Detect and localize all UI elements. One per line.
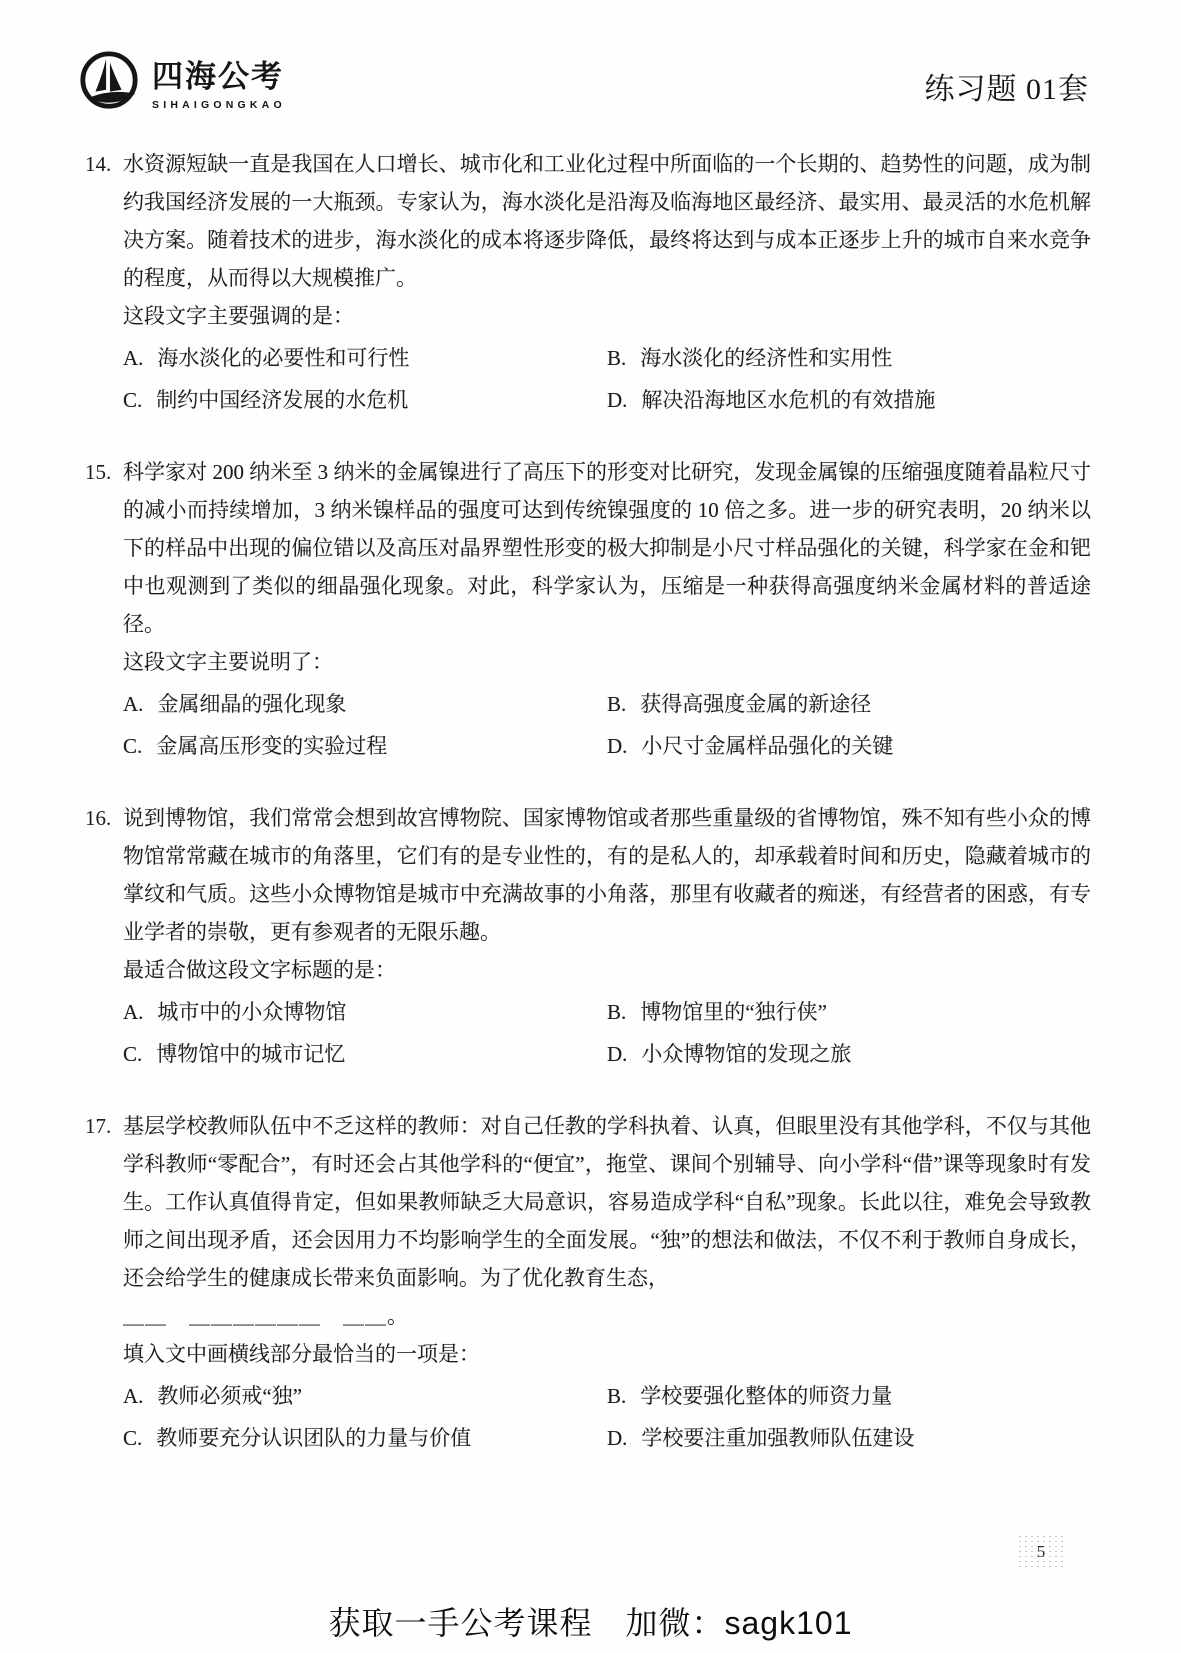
option-text: 小众博物馆的发现之旅	[641, 1042, 852, 1066]
option-item-b	[607, 683, 1091, 725]
option-label: B.	[607, 346, 627, 370]
footer-promo-text: 获取一手公考课程 加微：sagk101	[328, 1605, 853, 1641]
option-item-b	[607, 991, 1091, 1033]
option-item-a	[123, 1375, 607, 1417]
question-number: 15.	[85, 460, 112, 484]
option-label: B.	[607, 1000, 627, 1024]
option-text: 金属细晶的强化现象	[157, 692, 347, 716]
option-text: 解决沿海地区水危机的有效措施	[641, 388, 936, 412]
option-label: A.	[123, 1000, 144, 1024]
option-label: D.	[607, 1042, 628, 1066]
brand-text	[152, 51, 286, 111]
question-passage: 水资源短缺一直是我国在人口增长、城市化和工业化过程中所面临的一个长期的、趋势性的问题，成为制约我国经济发展的一大瓶颈。专家认为，海水淡化是沿海及临海地区最经济、最实用、最灵活的水危机解决方案。随着技术的进步，海水淡化的成本将逐步降低，最终将达到与成本正逐步上升的城市自来水竞争的程度，从而得以大规模推广。	[123, 152, 1091, 290]
question-17	[85, 1107, 1091, 1459]
question-number: 17.	[85, 1114, 112, 1138]
option-label: C.	[123, 388, 143, 412]
option-item-d	[607, 379, 1091, 421]
options-grid	[123, 337, 1091, 421]
option-item-a	[123, 683, 607, 725]
option-label: D.	[607, 1426, 628, 1450]
option-label: A.	[123, 1384, 144, 1408]
question-14	[85, 145, 1091, 421]
option-text: 小尺寸金属样品强化的关键	[641, 734, 894, 758]
option-label: C.	[123, 734, 143, 758]
option-item-c	[123, 1033, 607, 1075]
option-item-d	[607, 1417, 1091, 1459]
practice-set-label: 练习题 01套	[924, 73, 1089, 106]
brand-name: 四海公考	[152, 59, 284, 94]
question-16	[85, 799, 1091, 1075]
option-text: 获得高强度金属的新途径	[640, 692, 872, 716]
option-item-c	[123, 725, 607, 767]
options-grid	[123, 991, 1091, 1075]
brand-subtitle: SIHAIGONGKAO	[152, 99, 286, 111]
question-number: 16.	[85, 806, 112, 830]
question-15	[85, 453, 1091, 767]
fill-in-blank-line: ＿＿ ＿＿＿＿＿＿ ＿＿。	[123, 1304, 409, 1328]
option-label: B.	[607, 1384, 627, 1408]
option-label: B.	[607, 692, 627, 716]
question-passage: 基层学校教师队伍中不乏这样的教师：对自己任教的学科执着、认真，但眼里没有其他学科，不仅与其他学科教师“零配合”，有时还会占其他学科的“便宜”，拖堂、课间个别辅导、向小学科“借”课等现象时有发生。工作认真值得肯定，但如果教师缺乏大局意识，容易造成学科“自私”现象。长此以往，难免会导致教师之间出现矛盾，还会因用力不均影响学生的全面发展。“独”的想法和做法，不仅不利于教师自身成长，还会给学生的健康成长带来负面影响。为了优化教育生态，	[123, 1114, 1091, 1290]
sailboat-logo-icon	[78, 50, 140, 112]
option-text: 学校要强化整体的师资力量	[640, 1384, 893, 1408]
question-passage: 说到博物馆，我们常常会想到故宫博物院、国家博物馆或者那些重量级的省博物馆，殊不知有些小众的博物馆常常藏在城市的角落里，它们有的是专业性的，有的是私人的，却承载着时间和历史，隐藏着城市的掌纹和气质。这些小众博物馆是城市中充满故事的小角落，那里有收藏者的痴迷，有经营者的困惑，有专业学者的崇敬，更有参观者的无限乐趣。	[123, 806, 1091, 944]
options-grid	[123, 683, 1091, 767]
option-label: C.	[123, 1426, 143, 1450]
option-text: 学校要注重加强教师队伍建设	[641, 1426, 915, 1450]
option-text: 海水淡化的经济性和实用性	[640, 346, 893, 370]
option-item-b	[607, 1375, 1091, 1417]
question-passage: 科学家对 200 纳米至 3 纳米的金属镍进行了高压下的形变对比研究，发现金属镍的压缩强度随着晶粒尺寸的减小而持续增加，3 纳米镍样品的强度可达到传统镍强度的 10 倍之多。进一步的研究表明，20 纳米以下的样品中出现的偏位错以及高压对晶界塑性形变的极大抑制是小尺寸样品强化的关键，科学家在金和钯中也观测到了类似的细晶强化现象。对此，科学家认为，压缩是一种获得高强度纳米金属材料的普适途径。	[123, 460, 1091, 636]
option-item-c	[123, 379, 607, 421]
question-stem: 这段文字主要说明了：	[123, 650, 333, 674]
option-text: 教师要充分认识团队的力量与价值	[156, 1426, 472, 1450]
option-text: 城市中的小众博物馆	[157, 1000, 347, 1024]
question-stem: 填入文中画横线部分最恰当的一项是：	[123, 1342, 480, 1366]
option-label: D.	[607, 388, 628, 412]
brand-logo	[78, 50, 286, 112]
option-item-d	[607, 1033, 1091, 1075]
option-item-a	[123, 337, 607, 379]
questions-list	[0, 112, 1181, 1459]
page-header	[0, 0, 1181, 112]
option-label: A.	[123, 692, 144, 716]
question-number: 14.	[85, 152, 112, 176]
options-grid	[123, 1375, 1091, 1459]
option-item-d	[607, 725, 1091, 767]
option-text: 金属高压形变的实验过程	[156, 734, 388, 758]
question-stem: 最适合做这段文字标题的是：	[123, 958, 396, 982]
option-item-b	[607, 337, 1091, 379]
option-label: C.	[123, 1042, 143, 1066]
option-label: D.	[607, 734, 628, 758]
option-text: 博物馆中的城市记忆	[156, 1042, 346, 1066]
option-item-a	[123, 991, 607, 1033]
question-stem: 这段文字主要强调的是：	[123, 304, 354, 328]
option-label: A.	[123, 346, 144, 370]
page-number: 5	[1017, 1534, 1065, 1570]
option-text: 制约中国经济发展的水危机	[156, 388, 409, 412]
option-text: 海水淡化的必要性和可行性	[157, 346, 410, 370]
option-text: 教师必须戒“独”	[157, 1384, 303, 1408]
option-item-c	[123, 1417, 607, 1459]
option-text: 博物馆里的“独行侠”	[640, 1000, 827, 1024]
